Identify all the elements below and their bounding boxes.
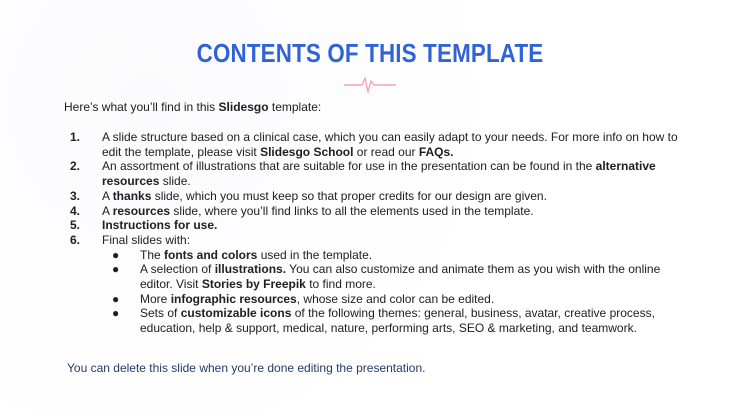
sub-list-emphasis: fonts and colors [164,247,258,262]
sub-list-text: Sets of [140,306,181,321]
sub-list-content [140,306,690,335]
list-text: slide. [159,174,191,189]
list-text: slide, which you must keep so that proper credits for our design are given. [151,188,547,203]
intro-bold: Slidesgo [218,100,269,114]
sub-list-content [140,248,690,263]
list-content [102,218,690,233]
list-content [102,130,690,159]
list-content [102,233,690,248]
list-content [102,189,690,204]
list-emphasis: resources [112,203,171,218]
list-item [70,204,690,219]
sub-list-text: to find more. [305,277,376,292]
list-emphasis: FAQs. [418,144,454,159]
list-content [102,159,690,188]
list-text: An assortment of illustrations that are suitable for use in the presentation can be found in the [102,159,596,174]
intro-before: Here’s what you’ll find in this [64,100,219,114]
bullet-icon: ● [112,247,120,262]
footer-note: You can delete this slide when you’re done editing the presentation. [67,361,426,375]
sub-list-item [112,248,690,263]
list-number: 6. [70,232,81,247]
list-emphasis: thanks [112,188,152,203]
list-text: or read our [353,144,419,159]
sub-list-text: The [140,247,165,262]
bullet-icon: ● [112,291,120,306]
intro-after: template: [268,100,322,114]
list-text: A slide structure based on a clinical case, which you can easily adapt to your needs. For more info on how to edit the template, please visit [102,130,678,159]
list-content [102,204,690,219]
sub-list-emphasis: Stories by Freepik [201,277,306,292]
contents-list [70,130,690,336]
sub-list-item [112,292,690,307]
list-text: Final slides with: [102,232,191,247]
sub-list-text: , whose size and color can be edited. [296,291,495,306]
list-number: 4. [70,203,81,218]
list-item [70,233,690,248]
list-number: 1. [70,130,81,144]
page-title: CONTENTS OF THIS TEMPLATE [196,38,544,68]
list-text: slide, where you’ll find links to all the elements used in the template. [170,203,534,218]
heartbeat-line-icon [344,74,396,96]
list-emphasis: Slidesgo School [260,144,354,159]
bullet-icon: ● [112,262,120,277]
list-item [70,218,690,233]
sub-list-text: More [140,291,171,306]
sub-list-emphasis: infographic resources [170,291,297,306]
sub-list-text: of the following themes: general, business, avatar, creative process, education, help & support, medical, nature, performing arts, SEO & marketing, and teamwork. [140,306,655,336]
sub-list-text: used in the template. [257,247,373,262]
sub-list-text: You can also customize and animate them as you wish with the online editor. Visit [140,262,661,292]
sub-list-emphasis: illustrations. [214,262,287,277]
intro-text [64,100,321,114]
list-number: 3. [70,188,81,203]
list-number: 2. [70,159,81,174]
list-item [70,130,690,159]
sub-list-item [112,306,690,335]
sub-list-content [140,262,690,291]
list-number: 5. [70,218,81,233]
list-emphasis: Instructions for use. [102,218,218,233]
sub-list-item [112,262,690,291]
list-text: A [102,203,113,218]
list-item [70,189,690,204]
sub-list-content [140,292,690,307]
list-text: A [102,188,113,203]
sub-list-text: A selection of [140,262,215,277]
list-item [70,159,690,188]
final-slides-list [112,248,690,336]
list-emphasis: alternative resources [102,159,656,189]
bullet-icon: ● [112,306,120,321]
sub-list-emphasis: customizable icons [180,306,292,321]
